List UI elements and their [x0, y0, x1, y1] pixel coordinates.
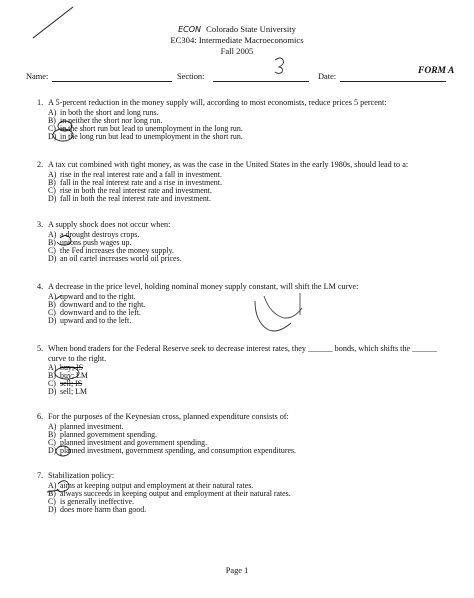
course-title: EC304: Intermediate Macroeconomics [170, 35, 304, 45]
choice-letter: C) [48, 379, 56, 388]
choice-text: downward and to the right. [60, 300, 146, 309]
choice-text: buy; LM [60, 371, 88, 380]
choice-letter: C) [48, 186, 56, 195]
choice-text: an oil cartel increases world oil prices. [60, 254, 182, 263]
choice-letter: A) [48, 292, 57, 301]
question-text: A tax cut combined with tight money, as was the case in the United States in the early 1980s, should lead to a: [48, 160, 409, 169]
choice-text: aims at keeping output and employment at their natural rates. [60, 481, 254, 490]
choice-text: a drought destroys crops. [60, 230, 140, 239]
handwritten-course-label: ECON [178, 25, 201, 34]
question-text: A supply shock does not occur when: [48, 220, 171, 229]
choice-text: rise in both the real interest rate and investment. [60, 186, 212, 195]
choice-text: in neither the short nor long run. [60, 116, 163, 125]
choice-letter: B) [48, 238, 56, 247]
lm-curve-sketch-2 [264, 296, 302, 318]
choice-text: upward and to the left. [60, 316, 132, 325]
form-label: FORM A [418, 66, 455, 76]
choice-text: buy; IS [60, 363, 84, 372]
question-number: 1. [37, 98, 44, 107]
choice-text: in the short run but lead to unemployment in the long run. [60, 124, 243, 133]
choice-text: planned government spending. [60, 430, 158, 439]
section-field[interactable] [213, 81, 309, 82]
choice-letter: A) [48, 422, 57, 431]
section-label: Section: [177, 72, 205, 81]
question-text: Stabilization policy: [48, 471, 115, 480]
choice-text: sell; IS [60, 379, 83, 388]
date-label: Date: [318, 72, 337, 81]
choice-letter: D) [48, 254, 57, 263]
choice-letter: A) [48, 481, 57, 490]
question-number: 4. [37, 282, 44, 291]
choice-7d[interactable] [48, 505, 146, 514]
choice-letter: C) [48, 438, 56, 447]
choice-letter: B) [48, 178, 56, 187]
choice-6d[interactable] [48, 446, 296, 455]
question-number: 7. [37, 471, 44, 480]
choice-letter: C) [48, 246, 56, 255]
choice-letter: B) [48, 371, 56, 380]
university-line [0, 24, 474, 35]
name-label: Name: [26, 72, 49, 81]
choice-text: fall in the real interest rate and a rise in investment. [60, 178, 222, 187]
question-number: 5. [37, 344, 44, 353]
choice-letter: A) [48, 108, 57, 117]
choice-text: the Fed increases the money supply. [60, 246, 174, 255]
choice-1d[interactable] [48, 132, 243, 141]
date-field[interactable] [340, 81, 446, 82]
choice-letter: D) [48, 446, 57, 455]
choice-text: sell; LM [60, 387, 87, 396]
choice-text: always succeeds in keeping output and employment at their natural rates. [60, 489, 291, 498]
university-name: Colorado State University [206, 24, 296, 34]
choice-text: unions push wages up. [60, 238, 132, 247]
score-mark [275, 58, 284, 74]
choice-text: fall in both the real interest rate and investment. [60, 194, 211, 203]
choice-text: in both the short and long runs. [60, 108, 159, 117]
question-text: A 5-percent reduction in the money supply will, according to most economists, reduce prices 5 percent: [48, 98, 387, 107]
question-number: 3. [37, 220, 44, 229]
choice-5d[interactable] [48, 387, 87, 396]
choice-text: downward and to the left. [60, 308, 141, 317]
choice-letter: D) [48, 316, 57, 325]
choice-letter: D) [48, 387, 57, 396]
question-number: 2. [37, 160, 44, 169]
choice-2d[interactable] [48, 194, 211, 203]
choice-text: upward and to the right. [60, 292, 136, 301]
choice-letter: A) [48, 363, 57, 372]
choice-text: in the long run but lead to unemployment in the short run. [60, 132, 243, 141]
choice-3d[interactable] [48, 254, 182, 263]
choice-letter: C) [48, 308, 56, 317]
choice-letter: D) [48, 132, 57, 141]
term: Fall 2005 [220, 46, 254, 56]
choice-letter: D) [48, 194, 57, 203]
question-number: 6. [37, 412, 44, 421]
choice-letter: C) [48, 124, 56, 133]
choice-text: planned investment and government spending. [60, 438, 208, 447]
choice-letter: B) [48, 489, 56, 498]
question-text-continued: curve to the right. [48, 354, 107, 363]
question-text: When bond traders for the Federal Reserve seek to decrease interest rates, they ______ bonds, which shifts the ______ [48, 344, 437, 353]
choice-letter: A) [48, 170, 57, 179]
choice-letter: B) [48, 300, 56, 309]
choice-letter: C) [48, 497, 56, 506]
choice-text: planned investment. [60, 422, 124, 431]
choice-letter: B) [48, 430, 56, 439]
name-field[interactable] [52, 81, 172, 82]
choice-letter: B) [48, 116, 56, 125]
choice-letter: A) [48, 230, 57, 239]
choice-text: planned investment, government spending, and consumption expenditures. [60, 446, 297, 455]
question-text: For the purposes of the Keynesian cross, planned expenditure consists of: [48, 412, 289, 421]
choice-text: is generally ineffective. [60, 497, 135, 506]
question-text: A decrease in the price level, holding nominal money supply constant, will shift the LM curve: [48, 282, 359, 291]
choice-letter: D) [48, 505, 57, 514]
choice-text: does more harm than good. [60, 505, 147, 514]
choice-4d[interactable] [48, 316, 131, 325]
page-number: Page 1 [225, 566, 249, 575]
choice-text: rise in the real interest rate and a fall in investment. [60, 170, 222, 179]
lm-curve-sketch [255, 301, 291, 331]
